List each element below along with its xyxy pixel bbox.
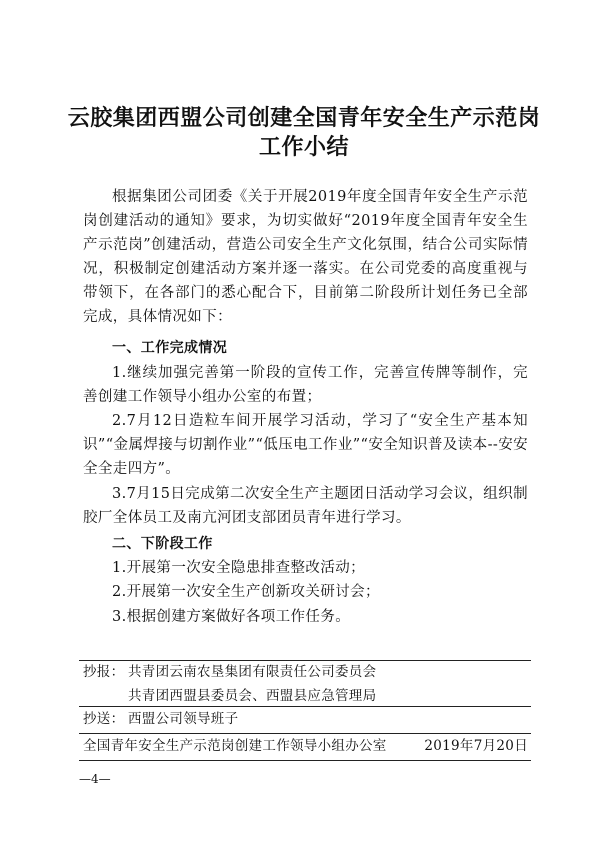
- intro-paragraph: 根据集团公司团委《关于开展2019年度全国青年安全生产示范岗创建活动的通知》要求，为切实做好“2019年度全国青年安全生产示范岗”创建活动，营造公司安全生产文化氛围，结合公司实际情况，积极制定创建活动方案并逐一落实。在公司党委的高度重视与带领下，在各部门的悉心配合下，目前第二阶段所计划任务已全部完成，具体情况如下：: [83, 189, 528, 325]
- section2-item-3: 3.根据创建方案做好各项工作任务。: [112, 609, 351, 625]
- distribution-top-rule: [79, 660, 531, 661]
- send-label: 抄送：: [83, 711, 125, 727]
- section1-heading: 一、工作完成情况: [112, 340, 228, 356]
- section2-item-1: 1.开展第一次安全隐患排查整改活动；: [112, 560, 366, 576]
- section2-item-2: 2.开展第一次安全生产创新攻关研讨会；: [112, 584, 380, 600]
- document-title-line1: 云胶集团西盟公司创建全国青年安全生产示范岗: [67, 105, 541, 131]
- cc-recipient-2: 共青团西盟县委员会、西盟县应急管理局: [128, 688, 377, 704]
- section1-item-3: 3.7月15日完成第二次安全生产主题团日活动学习会议，组织制胶厂全体员工及南亢河团支部团员青年进行学习。: [83, 486, 529, 526]
- send-recipient: 西盟公司领导班子: [128, 711, 239, 727]
- document-title-line2: 工作小结: [258, 134, 349, 160]
- distribution-divider-1: [79, 706, 531, 707]
- issuing-office: 全国青年安全生产示范岗创建工作领导小组办公室: [83, 738, 387, 754]
- section2-heading: 二、下阶段工作: [112, 536, 213, 552]
- issue-date: 2019年7月20日: [424, 738, 528, 754]
- distribution-divider-2: [79, 733, 531, 734]
- cc-recipient-1: 共青团云南农垦集团有限责任公司委员会: [128, 664, 377, 680]
- page-number: —4—: [79, 772, 111, 786]
- cc-label: 抄报：: [83, 664, 125, 680]
- section1-item-2: 2.7月12日造粒车间开展学习活动，学习了“安全生产基本知识”“金属焊接与切割作业”“低压电工作业”“安全知识普及读本--安安全全走四方”。: [83, 413, 528, 477]
- distribution-bottom-rule: [79, 760, 531, 761]
- section1-item-1: 1.继续加强完善第一阶段的宣传工作，完善宣传牌等制作，完善创建工作领导小组办公室的布置；: [83, 365, 528, 405]
